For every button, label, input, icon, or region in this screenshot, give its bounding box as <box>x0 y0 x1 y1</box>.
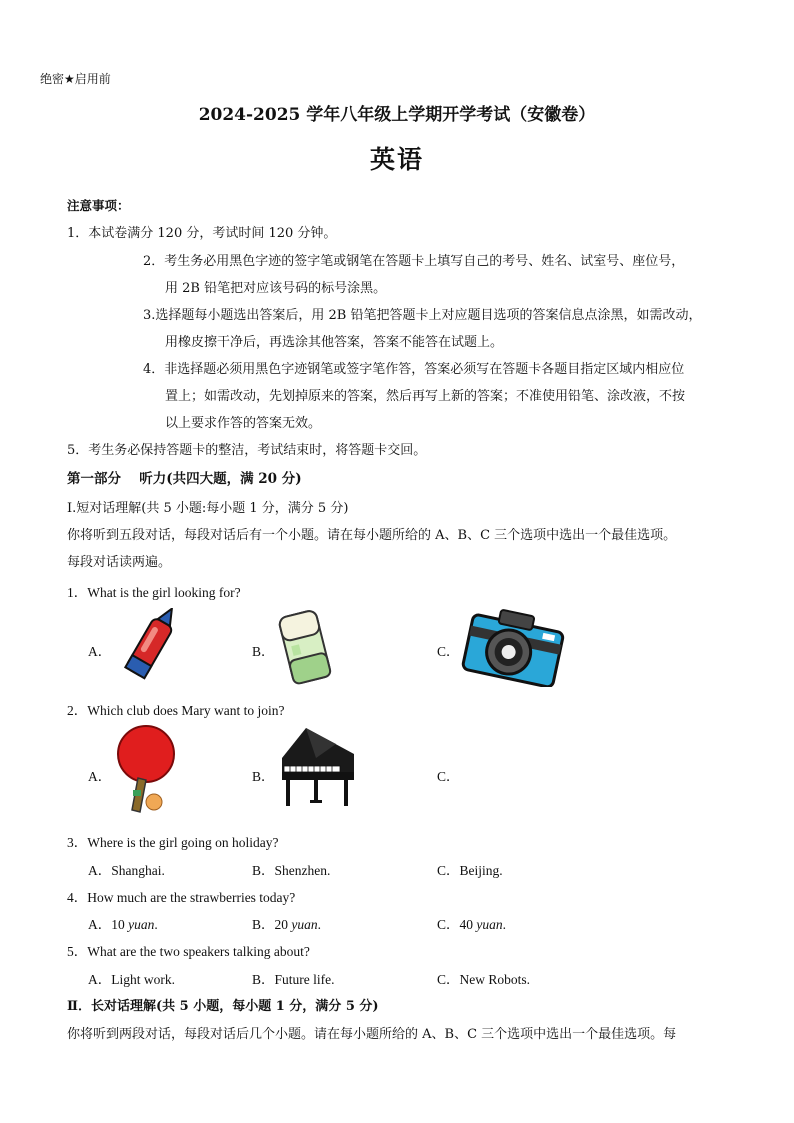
q5-option-a[interactable]: A．Light work. <box>88 972 175 987</box>
q4-c-amount: C．40 <box>437 917 477 932</box>
q5-option-c[interactable]: C．New Robots. <box>437 972 531 987</box>
note-4a: 4．非选择题必须用黑色字迹钢笔或签字笔作答，答案必须写在答题卡各题目指定区域内相应位 <box>143 362 685 377</box>
question-1-stem: 1．What is the girl looking for? <box>67 585 241 600</box>
q3-option-b[interactable]: B．Shenzhen. <box>252 863 331 878</box>
q4-option-c[interactable] <box>437 913 506 933</box>
question-5-stem: 5．What are the two speakers talking about? <box>67 944 310 959</box>
q2-option-c-label[interactable]: C． <box>437 769 460 784</box>
question-3-stem: 3．Where is the girl going on holiday? <box>67 835 279 850</box>
q4-c-period: . <box>502 917 507 932</box>
section2-heading: Ⅱ．长对话理解(共 5 小题，每小题 1 分，满分 5 分) <box>67 999 379 1014</box>
q4-option-b[interactable] <box>252 913 321 933</box>
ping-pong-paddle-icon <box>112 724 176 818</box>
q4-option-a[interactable] <box>88 913 158 933</box>
subject-title: 英语 <box>369 145 424 174</box>
note-3a: 3.选择题每小题选出答案后，用 2B 铅笔把答题卡上对应题目选项的答案信息点涂黑，如需改动， <box>143 308 702 323</box>
section2-instruction: 你将听到两段对话，每段对话后几个小题。请在每小题所给的 A、B、C 三个选项中选出一个最佳选项。每 <box>67 1027 677 1042</box>
q2-option-b-label[interactable]: B． <box>252 769 275 784</box>
q2-option-a-label[interactable]: A． <box>88 769 112 784</box>
note-1: 1．本试卷满分 120 分，考试时间 120 分钟。 <box>67 226 337 241</box>
crayon-icon <box>112 608 184 688</box>
piano-icon <box>276 724 360 808</box>
q1-option-b-label[interactable]: B． <box>252 644 275 659</box>
section1-instruction-1: 你将听到五段对话，每段对话后有一个小题。请在每小题所给的 A、B、C 三个选项中选出一个最佳选项。 <box>67 528 677 543</box>
note-2b: 用 2B 铅笔把对应该号码的标号涂黑。 <box>165 281 387 296</box>
q4-a-unit: yuan <box>128 917 155 932</box>
note-3b: 用橡皮擦干净后，再选涂其他答案，答案不能答在试题上。 <box>165 335 504 350</box>
question-2-stem: 2．Which club does Mary want to join? <box>67 703 285 718</box>
q1-option-a-label[interactable]: A． <box>88 644 112 659</box>
eraser-icon <box>276 607 334 689</box>
q3-option-a[interactable]: A．Shanghai. <box>88 863 165 878</box>
notes-heading: 注意事项： <box>67 198 130 213</box>
q1-option-c-label[interactable]: C． <box>437 644 460 659</box>
q4-a-period: . <box>154 917 158 932</box>
section1-heading: Ⅰ.短对话理解(共 5 小题:每小题 1 分，满分 5 分) <box>67 501 349 516</box>
note-5: 5．考生务必保持答题卡的整洁，考试结束时，将答题卡交回。 <box>67 443 427 458</box>
part1-heading: 第一部分 听力(共四大题，满 20 分) <box>67 471 302 487</box>
camera-icon <box>460 605 568 687</box>
note-2a: 2．考生务必用黑色字迹的签字笔或钢笔在答题卡上填写自己的考号、姓名、试室号、座位号， <box>143 254 685 269</box>
exam-title: 2024-2025 学年八年级上学期开学考试（安徽卷） <box>198 105 596 125</box>
note-4b: 置上；如需改动，先划掉原来的答案，然后再写上新的答案；不准使用铅笔、涂改液，不按 <box>165 389 686 404</box>
confidential-label: 绝密★启用前 <box>40 72 111 86</box>
question-4-stem: 4．How much are the strawberries today? <box>67 890 296 905</box>
q4-c-unit: yuan <box>476 917 503 932</box>
section1-instruction-2: 每段对话读两遍。 <box>67 555 172 570</box>
q4-a-amount: A．10 <box>88 917 129 932</box>
q3-option-c[interactable]: C．Beijing. <box>437 863 503 878</box>
q4-b-period: . <box>317 917 322 932</box>
note-4c: 以上要求作答的答案无效。 <box>165 416 322 431</box>
q4-b-amount: B．20 <box>252 917 292 932</box>
q5-option-b[interactable]: B．Future life. <box>252 972 335 987</box>
q4-b-unit: yuan <box>291 917 318 932</box>
